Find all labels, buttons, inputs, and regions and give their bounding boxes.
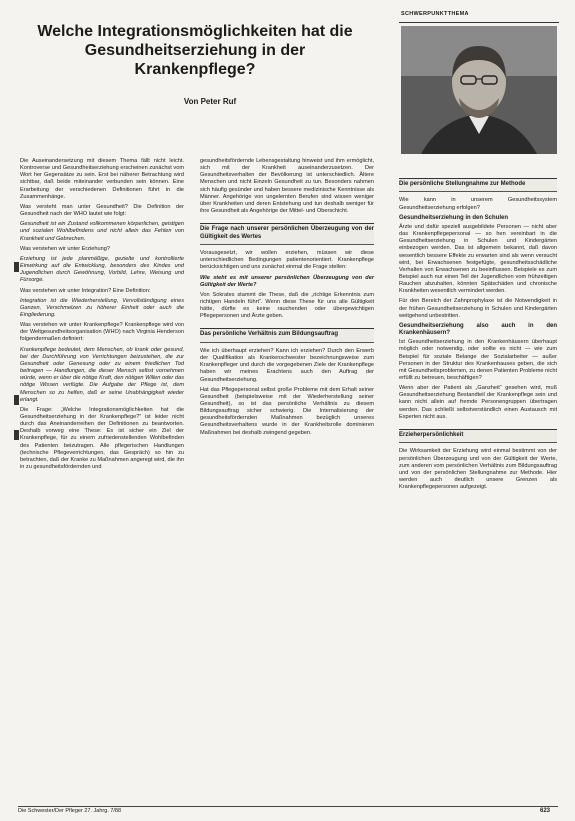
body-paragraph: Die Wirksamkeit der Erziehung wird einmal bestimmt von der persönlichen Überzeugung und von der Gültigkeit der Werte, zum anderen vom persönlichen Verhältnis zum Bildungsauftrag und von der persönlichen Stellungnahme zur Methode. Hier werden auch deutlich unsere Grenzen als Krankenpflegepersonen aufgezeigt. <box>399 448 557 491</box>
article-column-2 <box>200 158 374 440</box>
article-byline: Von Peter Ruf <box>183 97 237 106</box>
section-heading: Die persönliche Stellungnahme zur Methode <box>399 178 557 192</box>
author-photo <box>401 26 557 154</box>
definition-paragraph: Integration ist die Wiederherstellung, Vervollständigung eines Ganzen, Verschmelzen zu höherer Einheit oder auch die Eingliederung. <box>20 297 184 318</box>
definition-paragraph: Gesundheit ist ein Zustand vollkommenen körperlichen, geistigen und sozialen Wohlbefindens und nicht allein das Fehlen von Krankheit und Gebrechen. <box>20 221 184 242</box>
section-heading: Die Frage nach unserer persönlichen Überzeugung von der Gültigkeit des Wertes <box>200 223 374 245</box>
body-paragraph: Für den Bereich der Zahnprophylaxe ist die Notwendigkeit in der frühen Gesundheitserziehung in Schulen und Kindergärten weitgehend unbestritten. <box>399 298 557 319</box>
section-badge: SCHWERPUNKTTHEMA <box>399 9 559 23</box>
body-paragraph: Was verstehen wir unter Krankenpflege? Krankenpflege wird von der Weltgesundheitsorganisation (WHO) nach Virginia Henderson folgendermaßen definiert: <box>20 322 184 343</box>
footer-rule <box>18 806 558 807</box>
question-paragraph: Wie steht es mit unserer persönlichen Überzeugung von der Gültigkeit der Werte? <box>200 274 374 288</box>
body-paragraph: Was versteht man unter Gesundheit? Die Definition der Gesundheit nach der WHO lautet wie folgt: <box>20 203 184 218</box>
margin-marker <box>14 395 19 405</box>
body-paragraph: Wenn aber der Patient als „Ganzheit“ gesehen wird, muß Gesundheitserziehung Bestandteil der Krankenpflege sein und kann nicht allein auf fremde Personengruppen übertragen werden. Das schließt selbstverständlich einen Austausch mit Experten nicht aus. <box>399 385 557 420</box>
body-paragraph: Was verstehen wir unter Integration? Eine Definition: <box>20 287 151 294</box>
definition-paragraph: Erziehung ist jede planmäßige, gezielte und kontrollierte Einwirkung auf die Entwicklung, besonders des Kindes und Jugendlichen durch Gewöhnung, Vorbild, Lehre, Weisung und Fürsorge. <box>20 255 184 284</box>
body-paragraph: Ärzte und dafür speziell ausgebildete Personen — nicht aber das Krankenpflegepersonal — so hen vereinbart in die Gesundheitserziehung in Schulen und Kindergärten einbezogen werden. Das ist allgemein bekannt, daß davon wesentlich bessere Effekte zu erwarten sind als wenn versucht wird, bei Erwachsenen festgefügte, gesundheitsschädliche Verhalten von Erwachsenen zu beeinflussen. Beispiele es zum Beispiel auch nur einen Teil der Jugendlichen vom frühzeitigen Rauchen abzuhalten, könnten Spätschäden und chronische Krankheiten wesentlich vermindert werden. <box>399 223 557 295</box>
body-paragraph: Ist Gesundheitserziehung in den Krankenhäusern überhaupt möglich oder notwendig, oder sollte es nicht — wie zum Beispiel für soziale Belange der Sozialarbeiter — außer Personen in der Struktur des Krankenhauses geben, die sich mit Gesundheitsproblemen, zu denen Patienten Probleme nicht erfüllt zu betreuen, beschäftigen? <box>399 339 557 381</box>
body-paragraph: Hat das Pflegepersonal selbst große Probleme mit dem Erhalt seiner Gesundheit (beispielsweise mit der Wiederherstellung seiner Gesundheit), so ist das persönliche Verhältnis zu diesem Bildungsauftrag sicher schwierig. Die Internalisierung der gesundheitsfördernden Maßnahmen bezüglich unseres Gesundheitsverhaltens wurde in der Krankheitsrolle dominieren Maßnahmen bei deshalb zwingend gegeben. <box>200 386 374 436</box>
footer-publication: Die Schwester/Der Pfleger 27. Jahrg. 7/88 <box>18 808 122 814</box>
body-paragraph: Wie kann in unserem Gesundheitssystem Gesundheitserziehung erfolgen? <box>399 197 557 211</box>
article-column-1 <box>20 158 184 474</box>
margin-marker <box>14 430 19 440</box>
body-paragraph: gesundheitsfördernde Lebensgestaltung hinweist und ihm ermöglicht, sich mit der Krankheit auseinanderzusetzen. Der Gesundheitsverhalten der Bevölkerung ist unterschiedlich. Ältere Menschen und nicht Einzeln Gesundheit zu tun. Besonders nahmen sich häufig gesünder und haben bessere medizinische Kenntnisse als Männer. Angehörige von ungelernten Berufen sind wissen weniger über Krankheiten und deren Entstehung und tun deshalb weniger für ihre Gesundheit als Angehörige der Mittel- und Oberschicht. <box>200 158 374 215</box>
definition-paragraph: Krankenpflege bedeutet, dem Menschen, ob krank oder gesund, bei der Durchführung von Verrichtungen beizustehen, die zur Gesundheit oder Genesung oder zu einem friedlichen Tod beitragen — Handlungen, die dieser Mensch selbst vornehmen würde, wenn er über die nötige Kraft, den nötigen Willen oder das nötige Wissen verfügte. Die Aufgabe der Pflege ist, dem Menschen so zu helfen, daß er seine Unabhängigkeit wieder erlangt. <box>20 346 184 403</box>
body-paragraph: Die Frage: „Welche Integrationsmöglichkeiten hat die Gesundheitserziehung in der Krankenpflege?“ ist leider nicht durch das Aneinanderreihen der Definitionen zu beantworten. Deshalb vorweg eine These: Es ist sicher ein Ziel der Krankenpflege, für zu einem zufriedenstellenden Wohlbefinden des Patienten beizutragen. Alle pflegerischen Handlungen (technische Pflegeverrichtungen, das Gespräch) so hin zu betrachten, daß der Kranke zu Maßnahmen angeregt wird, die ihn in zu gesundheitsfördernden und <box>20 406 184 471</box>
section-heading: Erzieherpersönlichkeit <box>399 429 557 443</box>
subsection-heading: Gesundheitserziehung also auch in den Krankenhäusern? <box>399 322 557 337</box>
body-paragraph: Die Auseinandersetzung mit diesem Thema fällt nicht leicht. Kontroverse und Gesundheitserziehung erscheinen zunächst vom Wort her Gegensätze zu sein. Erst bei näherer Betrachtung wird sichtbar, daß beide miteinander verbunden sein können. Eine Erarbeitung der verschiedenen Definitionen führt in die Zusammenhänge. <box>20 158 184 200</box>
body-paragraph: Von Sokrates stammt die These, daß die „richtige Erkenntnis zum richtigen Handeln führt“. Wenn diese These für uns alle Gültigkeit hätte, dürfte es keine rauchenden oder übergewichtigen Pflegepersonen und Ärzte geben. <box>200 291 374 320</box>
margin-marker <box>14 262 19 272</box>
article-column-3 <box>399 170 557 494</box>
body-paragraph: Was verstehen wir unter Erziehung? <box>20 245 110 252</box>
body-paragraph: Vorausgesetzt, wir wollen erziehen, müssen wir diese unterschiedlichen Bedingungen patientenorientiert. Krankenpflege berücksichtigen und uns zunächst einmal die Frage stellen: <box>200 250 374 271</box>
body-paragraph: Wie ich überhaupt erziehen? Kann ich erziehen? Durch den Erwerb der Qualifikation als Krankenschwester bezeichnungsweise zum Krankenpfleger und durch die vorgegebenen Ziele der Krankenpflege haben wir meines Erachtens auch den Auftrag der Gesundheitserziehung. <box>200 347 374 383</box>
page-number: 623 <box>540 808 551 814</box>
article-title: Welche Integrationsmöglichkeiten hat die Gesundheitserziehung in der Krankenpflege? <box>37 23 353 78</box>
section-heading: Das persönliche Verhältnis zum Bildungsauftrag <box>200 328 374 342</box>
subsection-heading: Gesundheitserziehung in den Schulen <box>399 214 509 221</box>
